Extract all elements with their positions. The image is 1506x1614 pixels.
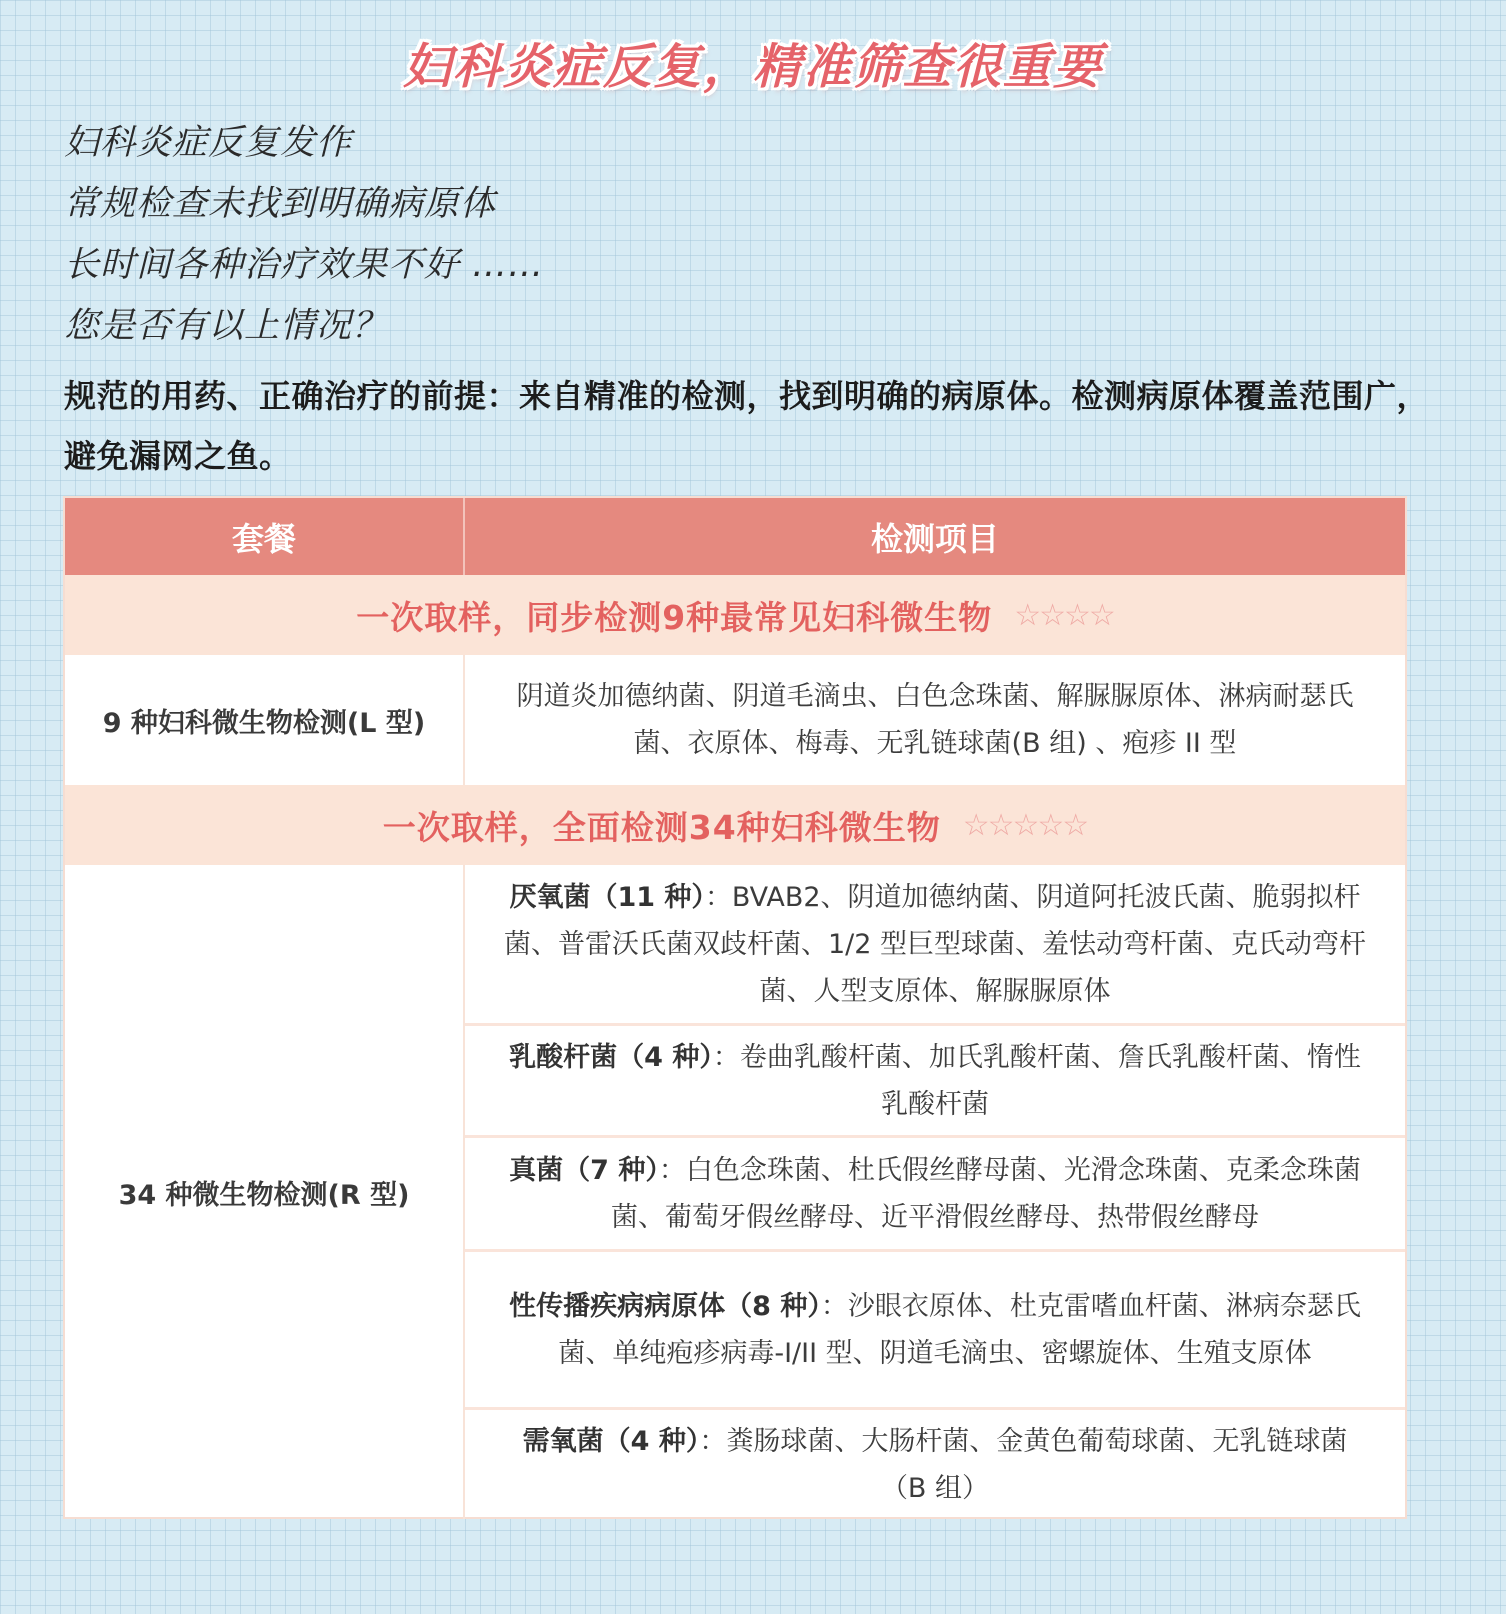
table-row	[65, 865, 1405, 1519]
category-label: 厌氧菌（11 种）	[509, 881, 705, 913]
category-content: ：沙眼衣原体、杜克雷嗜血杆菌、淋病奈瑟氏菌、单纯疱疹病毒-I/II 型、阴道毛滴虫、密螺旋体、生殖支原体	[558, 1290, 1361, 1369]
package-name: 9 种妇科微生物检测(L 型)	[65, 655, 465, 785]
test-items	[465, 655, 1405, 785]
category-content: ：BVAB2、阴道加德纳菌、阴道阿托波氏菌、脆弱拟杆菌、普雷沃氏菌双歧杆菌、1/2 型巨型球菌、羞怯动弯杆菌、克氏动弯杆菌、人型支原体、解脲脲原体	[503, 881, 1367, 1007]
package-name: 34 种微生物检测(R 型)	[65, 865, 465, 1519]
category-content: ：粪肠球菌、大肠杆菌、金黄色葡萄球菌、无乳链球菌（B 组）	[699, 1425, 1348, 1504]
star-rating-icon: ☆☆☆☆☆	[962, 807, 1088, 843]
table-header	[65, 498, 1405, 575]
intro-line: 常规检查未找到明确病原体	[64, 184, 497, 224]
category-content: ：卷曲乳酸杆菌、加氏乳酸杆菌、詹氏乳酸杆菌、惰性乳酸杆菌	[712, 1041, 1361, 1120]
intro-text	[64, 118, 544, 362]
section-banner-text: 一次取样，同步检测9种最常见妇科微生物	[356, 597, 993, 637]
test-item-content: 阴道炎加德纳菌、阴道毛滴虫、白色念珠菌、解脲脲原体、淋病耐瑟氏菌、衣原体、梅毒、无乳链球菌(B 组) 、疱疹 II 型	[516, 681, 1354, 759]
star-rating-icon: ☆☆☆☆	[1014, 597, 1114, 633]
header-test-items: 检测项目	[870, 519, 999, 558]
test-item-cell	[465, 1407, 1405, 1519]
test-item-cell	[465, 655, 1405, 785]
category-label: 真菌（7 种）	[509, 1154, 659, 1186]
category-content: ：白色念珠菌、杜氏假丝酵母菌、光滑念珠菌、克柔念珠菌菌、葡萄牙假丝酵母、近平滑假丝酵母、热带假丝酵母	[611, 1154, 1361, 1233]
test-item-cell	[465, 865, 1405, 1023]
intro-line: 妇科炎症反复发作	[64, 123, 353, 163]
test-item-cell	[465, 1023, 1405, 1135]
category-label: 性传播疾病病原体（8 种）	[509, 1290, 821, 1322]
test-items	[465, 865, 1405, 1519]
category-label: 需氧菌（4 种）	[522, 1425, 700, 1457]
test-item-cell	[465, 1249, 1405, 1407]
section-banner	[65, 575, 1405, 655]
header-package: 套餐	[65, 498, 465, 575]
table-row	[65, 655, 1405, 785]
intro-line: 长时间各种治疗效果不好 ……	[64, 245, 545, 285]
section-banner-text: 一次取样，全面检测34种妇科微生物	[382, 807, 941, 847]
page-title: 妇科炎症反复，精准筛查很重要	[402, 39, 1103, 95]
section-banner	[65, 785, 1405, 865]
intro-line: 您是否有以上情况？	[64, 306, 389, 346]
key-statement: 规范的用药、正确治疗的前提：来自精准的检测，找到明确的病原体。检测病原体覆盖范围广，避免漏网之鱼。	[64, 377, 1430, 475]
category-label: 乳酸杆菌（4 种）	[509, 1041, 713, 1073]
test-item-cell	[465, 1135, 1405, 1249]
test-package-table	[63, 496, 1407, 1519]
